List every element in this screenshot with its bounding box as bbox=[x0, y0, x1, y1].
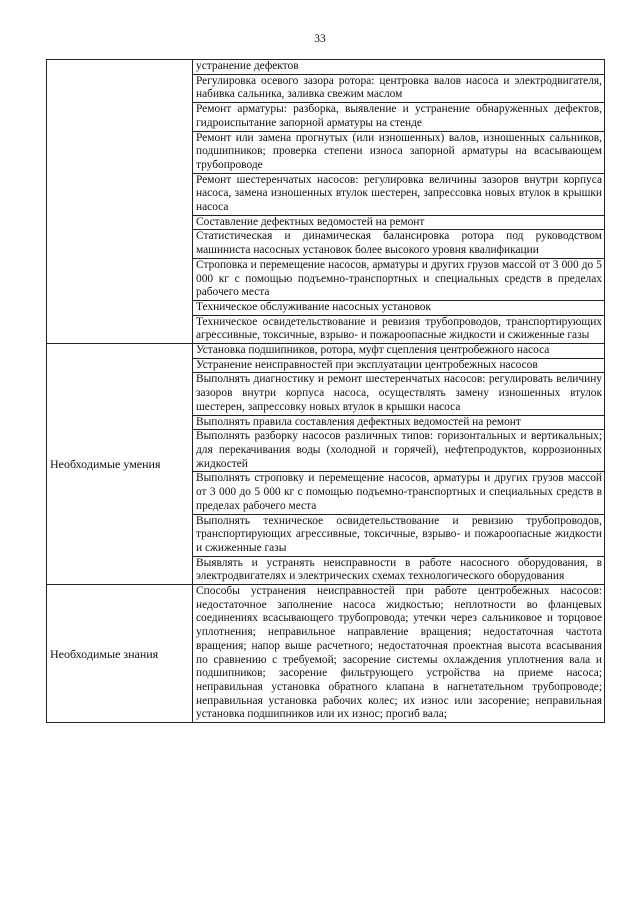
requirement-text: Выполнять техническое освидетельствование и ревизию трубопроводов, транспортирующих агрессивные, токсичные, взрыво- и пожароопасные жидкости и сжиженные газы bbox=[193, 514, 605, 556]
requirement-text: Выполнять разборку насосов различных типов: горизонтальных и вертикальных; для перекачивания воды (холодной и горячей), нефтепродуктов, коррозионных жидкостей bbox=[193, 430, 605, 472]
requirement-text: Составление дефектных ведомостей на ремонт bbox=[193, 215, 605, 230]
requirement-text: Способы устранения неисправностей при работе центробежных насосов: недостаточное заполнение насоса жидкостью; неплотности во фланцевых соединениях всасывающего трубопровода; утечки через сальниковое и торцовое уплотнения; неправильное направление вращения; недостаточная частота вращения; напор выше расчетного; недостаточная проектная высота всасывания по сравнению с требуемой; засорение системы охлаждения уплотнения вала и подшипников; засорение фильтрующего устройства на приеме насоса; неправильная установка обратного клапана в нагнетательном трубопроводе; неправильная установка рабочих колес; их износ или засорение; неправильная установка подшипников или их износ; прогиб вала; bbox=[193, 585, 605, 723]
requirement-text: Техническое освидетельствование и ревизия трубопроводов, транспортирующих агрессивные, токсичные, взрыво- и пожароопасные жидкости и сжиженные газы bbox=[193, 315, 605, 343]
requirement-text: Выполнять правила составления дефектных ведомостей на ремонт bbox=[193, 415, 605, 430]
section-label bbox=[47, 60, 193, 344]
section-label: Необходимые знания bbox=[47, 585, 193, 723]
requirement-text: Техническое обслуживание насосных установок bbox=[193, 300, 605, 315]
requirement-text: Ремонт шестеренчатых насосов: регулировка величины зазоров внутри корпуса насоса, замена изношенных втулок шестерен, запрессовка новых втулок в крышки насоса bbox=[193, 173, 605, 215]
requirements-table-body bbox=[47, 60, 605, 723]
requirement-text: Ремонт или замена прогнутых (или изношенных) валов, изношенных сальников, подшипников; проверка степени износа запорной арматуры на всасывающем трубопроводе bbox=[193, 131, 605, 173]
requirement-text: Статистическая и динамическая балансировка ротора под руководством машиниста насосных установок более высокого уровня квалификации bbox=[193, 230, 605, 258]
requirement-text: Устранение неисправностей при эксплуатации центробежных насосов bbox=[193, 358, 605, 373]
table-row bbox=[47, 585, 605, 723]
page-number: 33 bbox=[314, 33, 326, 45]
requirements-table bbox=[46, 59, 605, 723]
table-row bbox=[47, 60, 605, 75]
requirement-text: Установка подшипников, ротора, муфт сцепления центробежного насоса bbox=[193, 344, 605, 359]
requirement-text: устранение дефектов bbox=[193, 60, 605, 75]
requirement-text: Выполнять диагностику и ремонт шестеренчатых насосов: регулировать величину зазоров внутри корпуса насоса, осуществлять замену изношенных втулок шестерен, запрессовку новых втулок в крышки насоса bbox=[193, 373, 605, 415]
requirement-text: Регулировка осевого зазора ротора: центровка валов насоса и электродвигателя, набивка сальника, заливка свежим маслом bbox=[193, 74, 605, 102]
requirement-text: Выявлять и устранять неисправности в работе насосного оборудования, в электродвигателях и электрических схемах технологического оборудования bbox=[193, 556, 605, 584]
requirement-text: Выполнять строповку и перемещение насосов, арматуры и других грузов массой от 3 000 до 5 000 кг с помощью подъемно-транспортных и специальных средств в пределах рабочего места bbox=[193, 472, 605, 514]
table-row bbox=[47, 344, 605, 359]
requirement-text: Ремонт арматуры: разборка, выявление и устранение обнаруженных дефектов, гидроиспытание запорной арматуры на стенде bbox=[193, 103, 605, 131]
section-label: Необходимые умения bbox=[47, 344, 193, 585]
requirement-text: Строповка и перемещение насосов, арматуры и других грузов массой от 3 000 до 5 000 кг с помощью подъемно-транспортных и специальных средств в пределах рабочего места bbox=[193, 258, 605, 300]
